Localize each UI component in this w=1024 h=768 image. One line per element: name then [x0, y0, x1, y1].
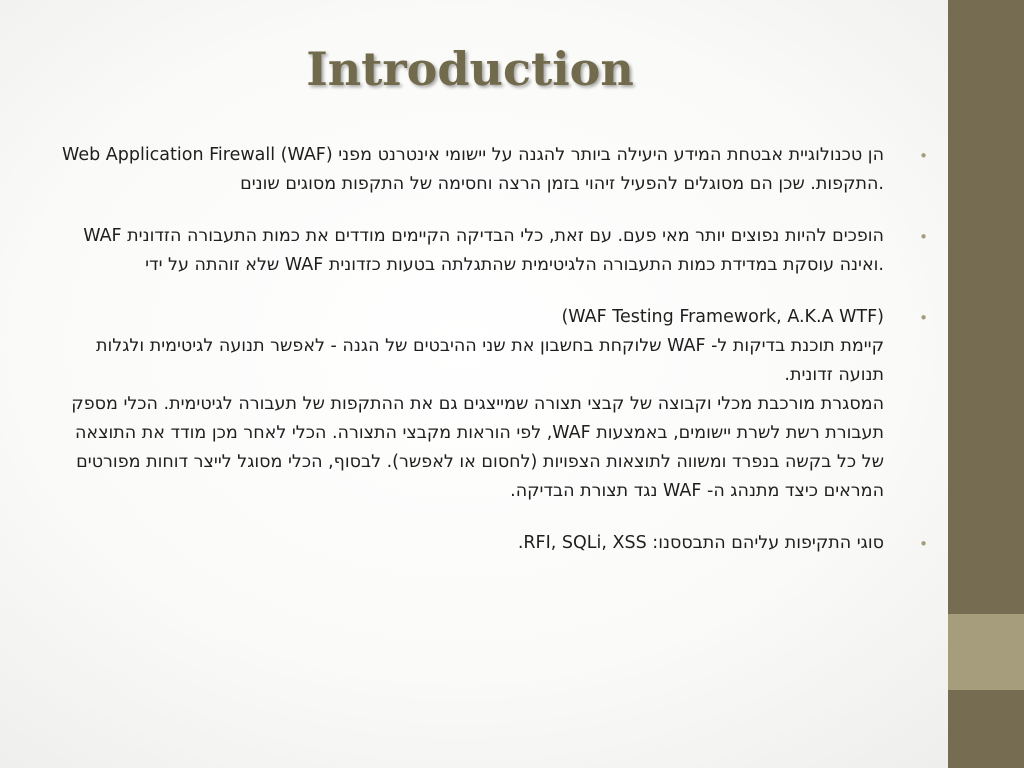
- bullet-icon: •: [919, 309, 928, 327]
- slide-title: Introduction: [306, 42, 634, 96]
- bullet-item-waf-measurement: [62, 222, 928, 280]
- sidebar-accent-block: [948, 614, 1024, 690]
- bullet-text: WAF הופכים להיות נפוצים יותר מאי פעם. עם זאת, כלי הבדיקה הקיימים מודדים את כמות התעבורה הזדונית שלא זוהתה על ידי WAF ואינה עוסקת במדידת כמות התעבורה הלגיטימית שהתגלתה בטעות כזדונית.: [83, 226, 884, 275]
- bullet-item-attack-types: [62, 529, 928, 558]
- bullet-icon: •: [919, 535, 928, 553]
- bullet-text: (WAF Testing Framework, A.K.A WTF) קיימת תוכנת בדיקות ל- WAF שלוקחת בחשבון את שני ההיבטים של הגנה - לאפשר תנועה לגיטימית ולגלות תנועה זדונית. המסגרת מורכבת מכלי וקבוצה של קבצי תצורה שמייצגים גם את ההתקפות של תעבורה לגיטימית. הכלי מספק תעבורת רשת לשרת יישומים, באמצעות WAF, לפי הוראות מקבצי התצורה. הכלי לאחר מכן מודד את התוצאה של כל בקשה בנפרד ומשווה לתוצאות הצפויות (לחסום או לאפשר). לבסוף, הכלי מסוגל לייצר דוחות מפורטים המראים כיצד מתנהג ה- WAF נגד תצורת הבדיקה.: [71, 307, 884, 501]
- bullet-icon: •: [919, 228, 928, 246]
- bullet-list: [62, 141, 928, 581]
- bullet-item-wtf-framework: [62, 303, 928, 506]
- bullet-text: Web Application Firewall (WAF) הן טכנולוגיית אבטחת המידע היעילה ביותר להגנה על יישומי אינטרנט מפני התקפות. שכן הם מסוגלים להפעיל זיהוי בזמן הרצה וחסימה של התקפות מסוגים שונים.: [62, 145, 884, 194]
- bullet-item-waf-definition: [62, 141, 928, 199]
- bullet-icon: •: [919, 147, 928, 165]
- bullet-text: סוגי התקיפות עליהם התבססנו: RFI, SQLi, XSS.: [517, 533, 884, 553]
